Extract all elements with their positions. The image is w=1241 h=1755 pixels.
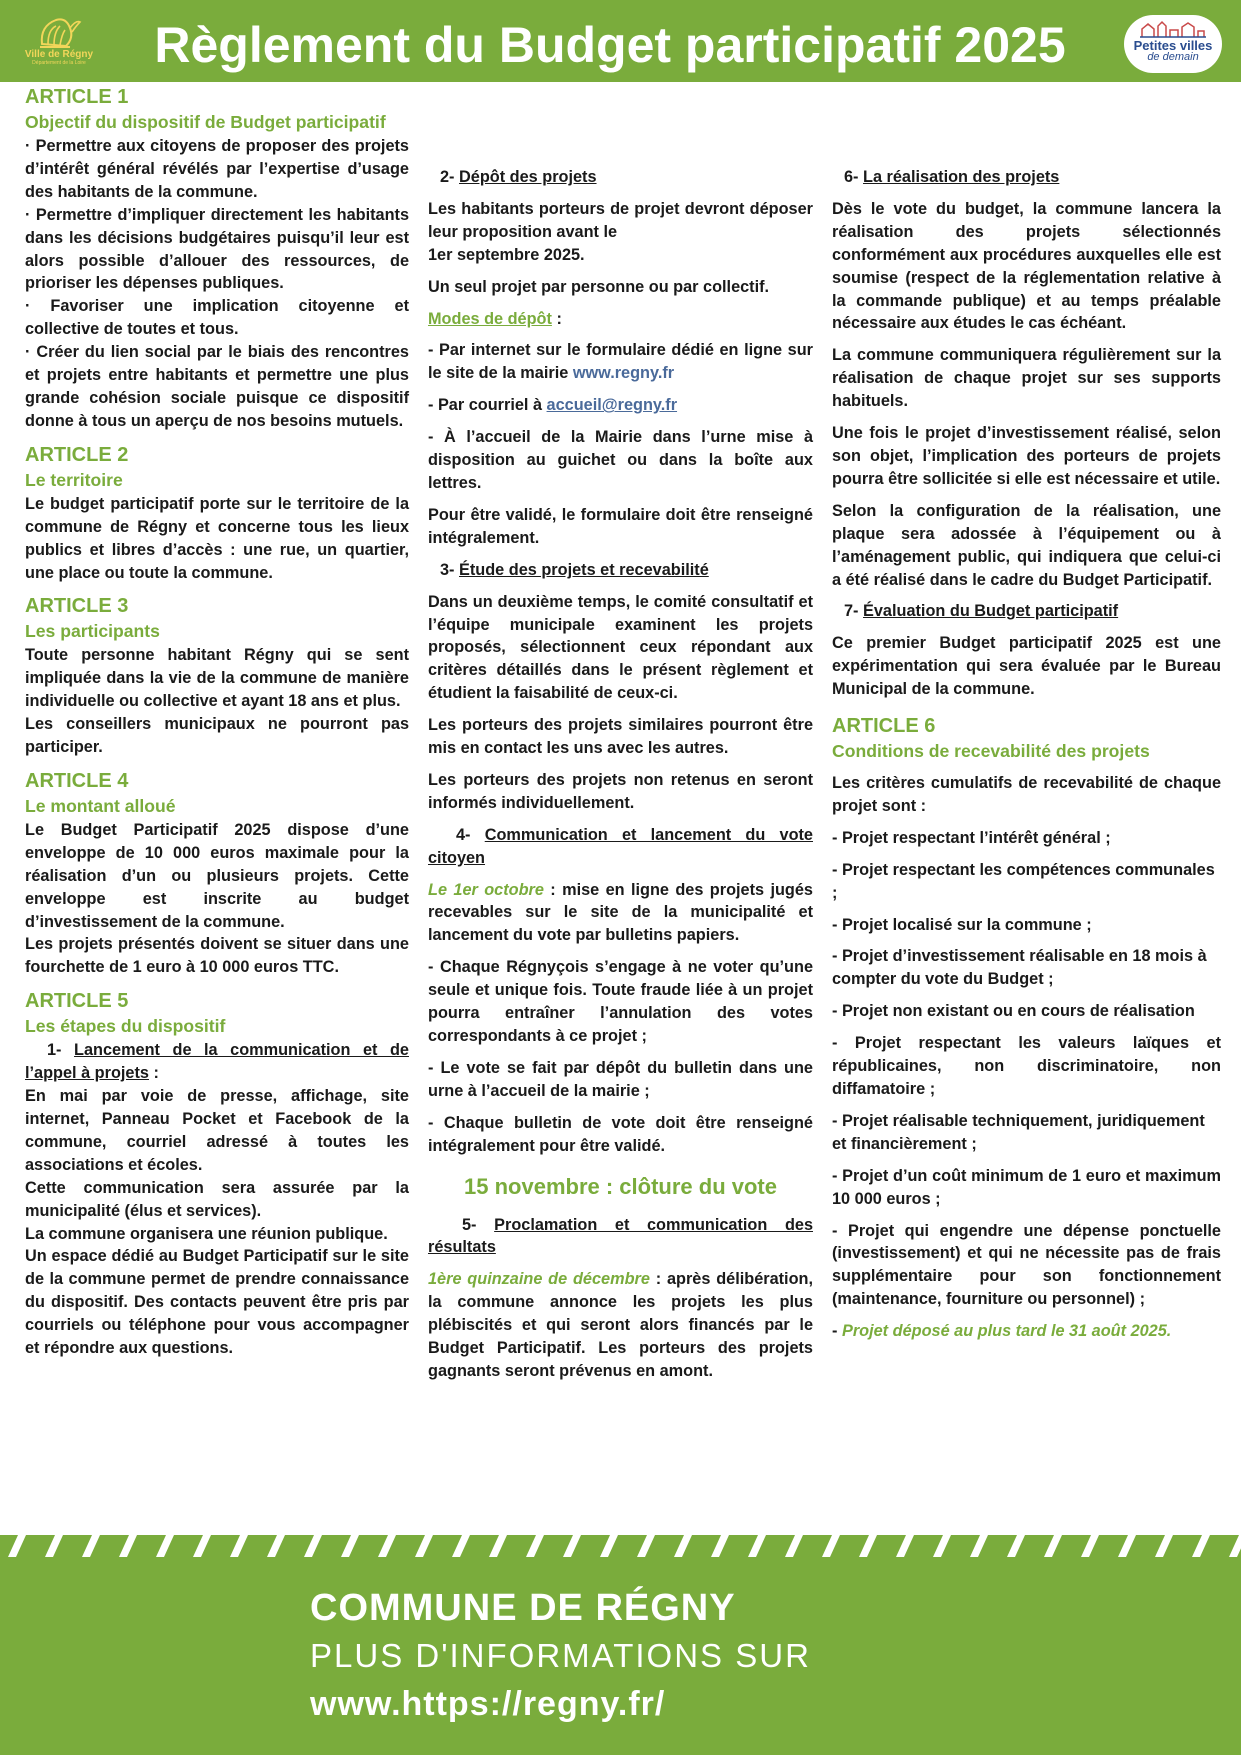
step1-text: La commune organisera une réunion publique. bbox=[25, 1224, 388, 1243]
step3-heading bbox=[428, 559, 813, 582]
step4-text bbox=[428, 879, 813, 948]
criterion-item: - Projet réalisable techniquement, juridiquement et financièrement ; bbox=[832, 1111, 1205, 1153]
stripe bbox=[45, 1535, 63, 1557]
article3-heading: ARTICLE 3 bbox=[25, 595, 129, 618]
step4-number: 4- bbox=[456, 825, 471, 844]
criterion-item: - Projet respectant l’intérêt général ; bbox=[832, 828, 1111, 847]
stripe bbox=[156, 1535, 174, 1557]
footer-banner bbox=[0, 1535, 1241, 1755]
article3-text: Les conseillers municipaux ne pourront pas participer. bbox=[25, 715, 409, 757]
step5-text bbox=[428, 1268, 813, 1383]
step7-heading bbox=[832, 600, 1221, 623]
logo-left-sub: Département de la Loire bbox=[32, 60, 86, 66]
page-title: Règlement du Budget participatif 2025 bbox=[154, 17, 1066, 73]
step2-text: Pour être validé, le formulaire doit être renseigné intégralement. bbox=[428, 505, 813, 547]
modes-depot-label: Modes de dépôt bbox=[428, 309, 552, 328]
column-left bbox=[25, 84, 409, 1360]
stripe bbox=[674, 1535, 692, 1557]
stripe bbox=[1044, 1535, 1062, 1557]
footer-url[interactable]: www.https://regny.fr/ bbox=[310, 1685, 666, 1723]
step4-heading bbox=[428, 824, 813, 870]
shell-icon bbox=[36, 14, 82, 50]
stripe bbox=[304, 1535, 322, 1557]
stripe bbox=[8, 1535, 26, 1557]
step3-number: 3- bbox=[440, 560, 455, 579]
mode-email-text: - Par courriel à bbox=[428, 396, 547, 415]
stripe bbox=[785, 1535, 803, 1557]
header-banner bbox=[0, 0, 1241, 82]
stripe bbox=[1192, 1535, 1210, 1557]
article6-subheading: Conditions de recevabilité des projets bbox=[832, 741, 1150, 762]
step2-title: Dépôt des projets bbox=[459, 168, 597, 186]
article5-subheading: Les étapes du dispositif bbox=[25, 1016, 226, 1037]
stripe bbox=[563, 1535, 581, 1557]
article3-subheading: Les participants bbox=[25, 621, 160, 642]
stripe bbox=[859, 1535, 877, 1557]
step4-text-a: : mise en ligne des projets jugés recevables sur le site de la municipalité et lancement du vote par bulletins papiers. bbox=[428, 880, 813, 945]
petites-villes-de-demain-logo bbox=[1124, 15, 1222, 73]
step4-text: - Chaque Régnyçois s’engage à ne voter qu’une seule et unique fois. Toute fraude liée à un projet pourra entraîner l’annulation des votes correspondants à ce projet ; bbox=[428, 958, 813, 1045]
stripe bbox=[526, 1535, 544, 1557]
step7-text: Ce premier Budget participatif 2025 est une expérimentation qui sera évaluée par le Bureau Municipal de la commune. bbox=[832, 634, 1221, 699]
article4-subheading: Le montant alloué bbox=[25, 795, 176, 816]
step7-number: 7- bbox=[844, 602, 859, 621]
stripe bbox=[267, 1535, 285, 1557]
article1-heading: ARTICLE 1 bbox=[25, 86, 129, 108]
logo-right-line1: Petites villes bbox=[1133, 38, 1213, 53]
step1-colon: : bbox=[148, 1064, 159, 1083]
stripe bbox=[1118, 1535, 1136, 1557]
step6-text: Selon la configuration de la réalisation, une plaque sera adossée à l’équipement ou à l’aménagement public, qui indiquera que celui-ci a été réalisé dans le cadre du Budget Participatif. bbox=[832, 501, 1221, 589]
step6-number: 6- bbox=[844, 168, 859, 186]
footer-commune: COMMUNE DE RÉGNY bbox=[310, 1587, 736, 1629]
article5-heading: ARTICLE 5 bbox=[25, 990, 129, 1013]
stripe bbox=[637, 1535, 655, 1557]
criterion-item: - Projet localisé sur la commune ; bbox=[832, 915, 1092, 934]
article1-bullet: · Permettre aux citoyens de proposer des projets d’intérêt général révélés par l’expertise d’usage des habitants de la commune. bbox=[25, 137, 409, 201]
step7-title: Évaluation du Budget participatif bbox=[863, 602, 1119, 621]
logo-left-text: Ville de Régny bbox=[24, 49, 94, 60]
step4-title: Communication et lancement du vote citoyen bbox=[428, 825, 813, 867]
article1-bullet: · Favoriser une implication citoyenne et collective de toutes et tous. bbox=[25, 297, 409, 339]
step2-text bbox=[428, 198, 813, 267]
criterion-deadline-dash: - bbox=[832, 1322, 842, 1341]
vote-close-banner: 15 novembre : clôture du vote bbox=[464, 1173, 777, 1199]
step6-title: La réalisation des projets bbox=[863, 168, 1060, 186]
logo-right-line2: de demain bbox=[1147, 51, 1199, 63]
step5-number: 5- bbox=[462, 1215, 477, 1234]
website-link[interactable]: www.regny.fr bbox=[572, 364, 675, 383]
stripe bbox=[1007, 1535, 1025, 1557]
step3-title: Étude des projets et recevabilité bbox=[459, 560, 709, 579]
stripe bbox=[970, 1535, 988, 1557]
stripe bbox=[415, 1535, 433, 1557]
article2-subheading: Le territoire bbox=[25, 469, 123, 490]
step3-text: Les porteurs des projets similaires pourront être mis en contact les uns avec les autres. bbox=[428, 716, 813, 758]
stripe bbox=[1155, 1535, 1173, 1557]
article3-text: Toute personne habitant Régny qui se sent impliquée dans la vie de la commune de manière individuelle ou collective et ayant 18 ans et plus. bbox=[25, 646, 409, 711]
article4-heading: ARTICLE 4 bbox=[25, 769, 129, 792]
article1-bullet: · Créer du lien social par le biais des rencontres et projets entre habitants et permettre une plus grande cohésion sociale puisque ce dispositif donne à tous un aperçu de nos besoins mutuels. bbox=[25, 343, 409, 430]
criterion-item: - Projet respectant les valeurs laïques et républicaines, non discriminatoire, non diffamatoire ; bbox=[832, 1034, 1221, 1098]
step1-heading bbox=[25, 1039, 409, 1085]
article6-intro: Les critères cumulatifs de recevabilité de chaque projet sont : bbox=[832, 774, 1221, 815]
stripe-divider bbox=[0, 1535, 1241, 1557]
stripe bbox=[748, 1535, 766, 1557]
step5-heading bbox=[428, 1214, 813, 1260]
article2-heading: ARTICLE 2 bbox=[25, 443, 129, 466]
step4-date: Le 1er octobre bbox=[428, 880, 544, 899]
step3-text: Dans un deuxième temps, le comité consultatif et l’équipe municipale examinent les projets proposés, sélectionnent ceux répondant aux critères détaillés dans le présent règlement et étudient la faisabilité de ceux-ci. bbox=[428, 592, 813, 703]
step3-text: Les porteurs des projets non retenus en seront informés individuellement. bbox=[428, 770, 813, 812]
stripe bbox=[822, 1535, 840, 1557]
article1-bullet: · Permettre d’impliquer directement les habitants dans les décisions budgétaires puisqu’il leur est alors possible d’allouer des ressources, de prioriser les dépenses publiques. bbox=[25, 205, 409, 293]
stripe bbox=[1229, 1535, 1241, 1557]
modes-depot bbox=[428, 308, 813, 331]
email-link[interactable]: accueil@regny.fr bbox=[546, 396, 678, 415]
step2-text: Un seul projet par personne ou par collectif. bbox=[428, 277, 770, 296]
criterion-item: - Projet respectant les compétences communales ; bbox=[832, 860, 1215, 902]
step2-number: 2- bbox=[440, 168, 455, 186]
step2-heading bbox=[428, 166, 813, 189]
stripe bbox=[230, 1535, 248, 1557]
stripe bbox=[489, 1535, 507, 1557]
column-middle bbox=[428, 166, 813, 1383]
stripe bbox=[378, 1535, 396, 1557]
criterion-item: - Projet non existant ou en cours de réalisation bbox=[832, 1002, 1195, 1021]
stripe bbox=[341, 1535, 359, 1557]
step4-text: - Le vote se fait par dépôt du bulletin dans une urne à l’accueil de la mairie ; bbox=[428, 1058, 813, 1100]
step2-text-b: 1er septembre 2025. bbox=[428, 245, 585, 264]
mode-internet bbox=[428, 339, 813, 385]
step4-text: - Chaque bulletin de vote doit être renseigné intégralement pour être validé. bbox=[428, 1113, 813, 1155]
step1-number: 1- bbox=[47, 1041, 62, 1060]
article1-subheading: Objectif du dispositif de Budget participatif bbox=[25, 112, 386, 132]
step1-text: Cette communication sera assurée par la municipalité (élus et services). bbox=[25, 1178, 409, 1220]
step5-text-a: : après délibération, la commune annonce les projets les plus plébiscités et qui seront alors financés par le Budget Participatif. Les porteurs des projets gagnants seront prévenus en amont. bbox=[428, 1270, 813, 1380]
stripe bbox=[711, 1535, 729, 1557]
article6-heading: ARTICLE 6 bbox=[832, 715, 936, 738]
column-right bbox=[832, 166, 1221, 1352]
step5-date: 1ère quinzaine de décembre bbox=[428, 1270, 650, 1289]
stripe bbox=[452, 1535, 470, 1557]
step1-text: Un espace dédié au Budget Participatif sur le site de la commune permet de prendre connaissance du dispositif. Des contacts peuvent être pris par courriels ou téléphone pour vous accompagner et répondre aux questions. bbox=[25, 1247, 409, 1358]
article4-text: Les projets présentés doivent se situer dans une fourchette de 1 euro à 10 000 euros TTC. bbox=[25, 935, 409, 977]
stripe bbox=[600, 1535, 618, 1557]
criterion-item: - Projet d’un coût minimum de 1 euro et maximum 10 000 euros ; bbox=[832, 1166, 1221, 1208]
footer-info: PLUS D'INFORMATIONS SUR bbox=[310, 1637, 811, 1674]
step5-title: Proclamation et communication des résultats bbox=[428, 1215, 813, 1257]
article4-text: Le Budget Participatif 2025 dispose d’une enveloppe de 10 000 euros maximale pour la réalisation d’un ou plusieurs projets. Cette enveloppe est inscrite au budget d’investissement de la commune. bbox=[25, 820, 409, 931]
article2-text: Le budget participatif porte sur le territoire de la commune de Régny et concerne tous les lieux publics et libres d’accès : une rue, un quartier, une place ou toute la commune. bbox=[25, 494, 409, 582]
step1-text: En mai par voie de presse, affichage, site internet, Panneau Pocket et Facebook de la commune, courriel adressé à toutes les associations et écoles. bbox=[25, 1087, 409, 1174]
step6-text: Dès le vote du budget, la commune lancera la réalisation des projets sélectionnés conformément aux procédures auxquelles elle est soumise (respect de la réglementation relative à la commande publique) et au temps préalable nécessaire aux études le cas échéant. bbox=[832, 199, 1221, 333]
step6-text: La commune communiquera régulièrement sur la réalisation de chaque projet sur ses supports habituels. bbox=[832, 346, 1221, 411]
town-skyline-icon bbox=[1138, 19, 1208, 39]
step1-title: Lancement de la communication et de l’appel à projets bbox=[25, 1041, 409, 1083]
step6-heading bbox=[832, 166, 1221, 189]
stripe bbox=[82, 1535, 100, 1557]
ville-de-regny-logo bbox=[22, 14, 96, 76]
stripe bbox=[896, 1535, 914, 1557]
stripe bbox=[193, 1535, 211, 1557]
mode-accueil: - À l’accueil de la Mairie dans l’urne mise à disposition au guichet ou dans la boîte aux lettres. bbox=[428, 428, 813, 492]
criterion-item: - Projet d’investissement réalisable en 18 mois à compter du vote du Budget ; bbox=[832, 947, 1207, 989]
stripe bbox=[1081, 1535, 1099, 1557]
criterion-item: - Projet qui engendre une dépense ponctuelle (investissement) et qui ne nécessite pas de frais supplémentaire pour son fonctionnement (maintenance, fourniture ou personnel) ; bbox=[832, 1221, 1221, 1309]
step2-text-a: Les habitants porteurs de projet devront déposer leur proposition avant le bbox=[428, 199, 813, 241]
criterion-deadline-text: Projet déposé au plus tard le 31 août 2025. bbox=[841, 1322, 1172, 1341]
modes-depot-colon: : bbox=[551, 309, 562, 328]
mode-email bbox=[428, 394, 813, 417]
stripe bbox=[933, 1535, 951, 1557]
stripe bbox=[119, 1535, 137, 1557]
criterion-deadline bbox=[832, 1320, 1221, 1343]
step6-text: Une fois le projet d’investissement réalisé, selon son objet, l’implication des porteurs de projets pourra être sollicitée si elle est nécessaire et utile. bbox=[832, 424, 1221, 488]
mode-internet-text: - Par internet sur le formulaire dédié en ligne sur le site de la mairie bbox=[428, 341, 813, 383]
